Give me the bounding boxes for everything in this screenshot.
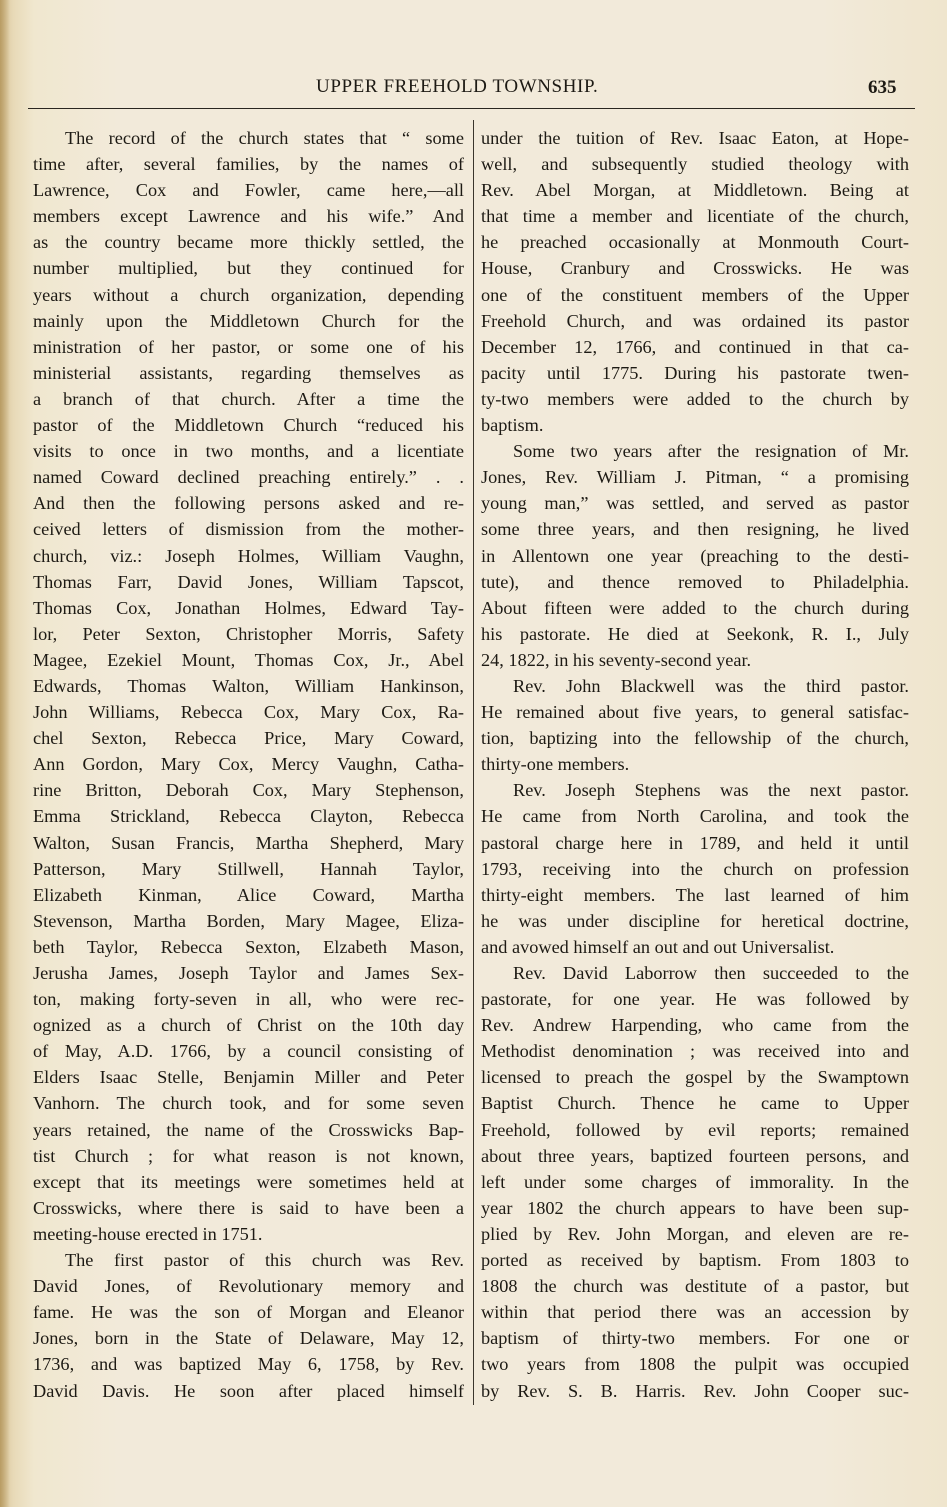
text-line: Thomas Farr, David Jones, William Tapscot,	[33, 571, 464, 592]
text-line: He remained about five years, to general satisfac-	[481, 702, 909, 723]
text-line: rine Britton, Deborah Cox, Mary Stephenson,	[33, 780, 464, 801]
text-line: The first pastor of this church was Rev.	[65, 1250, 464, 1271]
left-text-column	[33, 125, 464, 1404]
text-line: John Williams, Rebecca Cox, Mary Cox, Ra-	[33, 702, 464, 723]
text-line: licensed to preach the gospel by the Swamptown	[481, 1067, 909, 1088]
text-line: 1736, and was baptized May 6, 1758, by Rev.	[33, 1354, 464, 1375]
text-line: pacity until 1775. During his pastorate twen-	[481, 362, 909, 383]
text-line: ton, making forty-seven in all, who were rec-	[33, 989, 464, 1010]
text-line: Freehold Church, and was ordained its pastor	[481, 310, 909, 331]
text-line: ognized as a church of Christ on the 10th day	[33, 1015, 464, 1036]
page-number: 635	[868, 77, 897, 98]
text-line: as the country became more thickly settled, the	[33, 232, 464, 253]
text-line: Stevenson, Martha Borden, Mary Magee, Eliza-	[33, 910, 464, 931]
text-line: well, and subsequently studied theology with	[481, 154, 909, 175]
text-line: tute), and thence removed to Philadelphia.	[481, 571, 909, 592]
text-line: beth Taylor, Rebecca Sexton, Elzabeth Mason,	[33, 936, 464, 957]
text-line: one of the constituent members of the Upper	[481, 284, 909, 305]
text-line: tion, baptizing into the fellowship of the church,	[481, 728, 909, 749]
text-line: Thomas Cox, Jonathan Holmes, Edward Tay-	[33, 597, 464, 618]
text-line: Jones, born in the State of Delaware, May 12,	[33, 1328, 464, 1349]
text-line: December 12, 1766, and continued in that ca-	[481, 336, 909, 357]
text-line: years retained, the name of the Crosswicks Bap-	[33, 1119, 464, 1140]
text-line: Jones, Rev. William J. Pitman, “ a promising	[481, 467, 909, 488]
text-line: some three years, and then resigning, he lived	[481, 519, 909, 540]
text-line: pastor of the Middletown Church “reduced his	[33, 415, 464, 436]
text-line: his pastorate. He died at Seekonk, R. I., July	[481, 623, 909, 644]
text-line: He came from North Carolina, and took the	[481, 806, 909, 827]
text-line: Rev. David Laborrow then succeeded to the	[513, 963, 909, 983]
text-line: baptism.	[481, 415, 544, 436]
text-line: Crosswicks, where there is said to have been a	[33, 1197, 464, 1218]
text-line: Some two years after the resignation of Mr.	[513, 441, 909, 462]
text-line: and avowed himself an out and out Universalist.	[481, 936, 835, 957]
text-line: year 1802 the church appears to have been sup-	[481, 1197, 909, 1218]
text-line: meeting-house erected in 1751.	[33, 1223, 263, 1244]
text-line: Rev. Abel Morgan, at Middletown. Being at	[481, 180, 909, 201]
text-line: pastoral charge here in 1789, and held it until	[481, 832, 909, 853]
text-line: he preached occasionally at Monmouth Court-	[481, 232, 909, 253]
text-line: Elders Isaac Stelle, Benjamin Miller and Peter	[33, 1067, 464, 1088]
text-line: Methodist denomination ; was received into and	[481, 1041, 909, 1062]
text-line: 24, 1822, in his seventy-second year.	[481, 649, 752, 670]
text-line: 1793, receiving into the church on profession	[481, 858, 909, 879]
text-line: The record of the church states that “ some	[65, 128, 464, 148]
text-line: baptism of thirty-two members. For one or	[481, 1328, 909, 1349]
text-line: Elizabeth Kinman, Alice Coward, Martha	[33, 884, 464, 905]
text-line: ministration of her pastor, or some one of his	[33, 336, 464, 357]
text-line: 1808 the church was destitute of a pastor, but	[481, 1276, 909, 1297]
text-line: in Allentown one year (preaching to the desti-	[481, 545, 909, 566]
text-line: ministerial assistants, regarding themselves as	[33, 362, 464, 383]
text-line: And then the following persons asked and re-	[33, 493, 464, 514]
text-line: Edwards, Thomas Walton, William Hankinson,	[33, 675, 464, 696]
text-line: time after, several families, by the names of	[33, 154, 464, 175]
text-line: under the tuition of Rev. Isaac Eaton, at Hope-	[481, 128, 909, 148]
text-line: members except Lawrence and his wife.” And	[33, 206, 464, 227]
text-line: Patterson, Mary Stillwell, Hannah Taylor,	[33, 858, 464, 879]
text-line: Magee, Ezekiel Mount, Thomas Cox, Jr., Abel	[33, 649, 464, 670]
text-line: Walton, Susan Francis, Martha Shepherd, Mary	[33, 832, 464, 853]
text-line: about three years, baptized fourteen persons, and	[481, 1145, 909, 1166]
text-line: David Davis. He soon after placed himself	[33, 1380, 464, 1401]
text-line: named Coward declined preaching entirely.” . .	[33, 467, 464, 488]
text-line: About fifteen were added to the church during	[481, 597, 909, 618]
text-line: by Rev. S. B. Harris. Rev. John Cooper suc-	[481, 1380, 909, 1401]
text-line: except that its meetings were sometimes held at	[33, 1171, 464, 1192]
text-line: that time a member and licentiate of the church,	[481, 206, 909, 227]
text-line: thirty-one members.	[481, 754, 630, 775]
text-line: chel Sexton, Rebecca Price, Mary Coward,	[33, 728, 464, 749]
text-line: ty-two members were added to the church by	[481, 388, 909, 409]
text-line: number multiplied, but they continued for	[33, 258, 464, 279]
text-line: Vanhorn. The church took, and for some seven	[33, 1093, 464, 1114]
text-line: Jerusha James, Joseph Taylor and James Sex-	[33, 963, 464, 983]
text-line: two years from 1808 the pulpit was occupied	[481, 1354, 909, 1375]
text-line: Rev. John Blackwell was the third pastor.	[513, 675, 909, 696]
text-line: he was under discipline for heretical doctrine,	[481, 910, 909, 931]
text-line: Baptist Church. Thence he came to Upper	[481, 1093, 909, 1114]
text-line: pastorate, for one year. He was followed by	[481, 989, 909, 1010]
text-line: of May, A.D. 1766, by a council consisting of	[33, 1041, 464, 1062]
binding-shadow	[0, 0, 10, 1507]
text-line: House, Cranbury and Crosswicks. He was	[481, 258, 909, 279]
text-line: Emma Strickland, Rebecca Clayton, Rebecca	[33, 806, 464, 827]
header-rule	[28, 108, 915, 109]
text-line: lor, Peter Sexton, Christopher Morris, Safety	[33, 623, 464, 644]
text-line: thirty-eight members. The last learned of him	[481, 884, 909, 905]
text-line: a branch of that church. After a time the	[33, 388, 464, 409]
running-title: UPPER FREEHOLD TOWNSHIP.	[316, 76, 599, 97]
text-line: Rev. Joseph Stephens was the next pastor.	[513, 780, 909, 801]
text-line: Ann Gordon, Mary Cox, Mercy Vaughn, Catha-	[33, 754, 464, 775]
text-line: Freehold, followed by evil reports; remained	[481, 1119, 909, 1140]
text-line: visits to once in two months, and a licentiate	[33, 441, 464, 462]
right-text-column	[481, 125, 909, 1404]
text-line: within that period there was an accession by	[481, 1302, 909, 1323]
text-line: Rev. Andrew Harpending, who came from the	[481, 1015, 909, 1036]
text-line: ceived letters of dismission from the mother-	[33, 519, 464, 540]
text-line: left under some charges of immorality. In the	[481, 1171, 909, 1192]
text-line: fame. He was the son of Morgan and Eleanor	[33, 1302, 464, 1323]
text-line: plied by Rev. John Morgan, and eleven are re-	[481, 1223, 909, 1244]
text-line: Lawrence, Cox and Fowler, came here,—all	[33, 180, 464, 201]
text-line: years without a church organization, depending	[33, 284, 464, 305]
text-line: church, viz.: Joseph Holmes, William Vaughn,	[33, 545, 464, 566]
text-line: David Jones, of Revolutionary memory and	[33, 1276, 464, 1297]
text-line: ported as received by baptism. From 1803 to	[481, 1250, 909, 1271]
column-divider	[473, 120, 474, 1405]
text-line: tist Church ; for what reason is not known,	[33, 1145, 464, 1166]
text-line: mainly upon the Middletown Church for the	[33, 310, 464, 331]
text-line: young man,” was settled, and served as pastor	[481, 493, 909, 514]
